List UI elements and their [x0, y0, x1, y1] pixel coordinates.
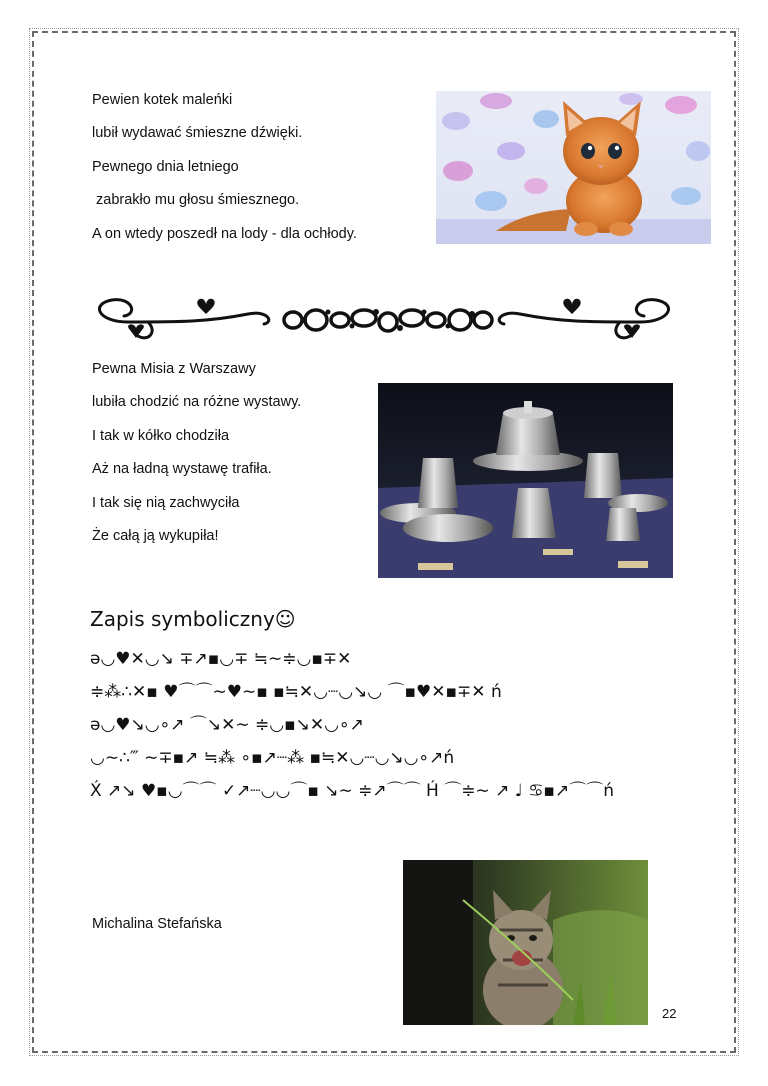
author-name: Michalina Stefańska	[92, 916, 222, 932]
kitten-photo	[436, 91, 711, 244]
tabby-kitten-photo	[403, 860, 648, 1025]
poem-line: Pewnego dnia letniego	[92, 158, 239, 175]
poem-line: Że całą ją wykupiła!	[92, 527, 219, 544]
poem-kotek	[92, 84, 357, 251]
poem-line: A on wtedy poszedł na lody - dla ochłody.	[92, 225, 357, 242]
poem-misia	[92, 353, 301, 553]
poem-line: lubił wydawać śmieszne dźwięki.	[92, 125, 303, 142]
symbol-line: ə◡♥↘◡∘↗ ⌒↘✕∼ ≑◡▪↘✕◡∘↗	[90, 715, 364, 735]
page-number: 22	[662, 1006, 677, 1021]
symbolic-notation-title: Zapis symboliczny☺	[90, 607, 296, 631]
poem-line: Pewien kotek maleńki	[92, 92, 233, 108]
silverware-exhibition-photo	[378, 383, 673, 578]
poem-line: zabrakło mu głosu śmiesznego.	[92, 192, 300, 209]
symbolic-notation-text	[90, 648, 680, 813]
poem-line: lubiła chodzić na różne wystawy.	[92, 394, 302, 411]
decorative-divider-ornament	[88, 292, 680, 348]
poem-line: I tak się nią zachwyciła	[92, 494, 240, 511]
poem-line: Pewna Misia z Warszawy	[92, 361, 256, 377]
poem-line: Aż na ładną wystawę trafiła.	[92, 461, 272, 478]
symbol-line: ◡∼∴‴ ∼∓▪↗ ≒⁂ ∘▪↗┈⁂ ▪≒✕◡┈◡↘◡∘↗ń	[90, 748, 455, 768]
symbol-line: X́ ↗↘ ♥▪◡⌒⌒ ✓↗┈◡◡⌒▪ ↘∼ ≑↗⌒⌒ H́ ⌒≑∼ ↗ ♩ ♋▪↗⌒⌒ń	[90, 781, 614, 801]
symbol-line: ə◡♥✕◡↘ ∓↗▪◡∓ ≒∼≑◡▪∓✕	[90, 649, 352, 669]
poem-line: I tak w kółko chodziła	[92, 427, 230, 444]
symbol-line: ≑⁂∴✕▪ ♥⌒⌒∼♥∼▪ ▪≒✕◡┈◡↘◡ ⌒▪♥✕▪∓✕ ń	[90, 682, 502, 702]
